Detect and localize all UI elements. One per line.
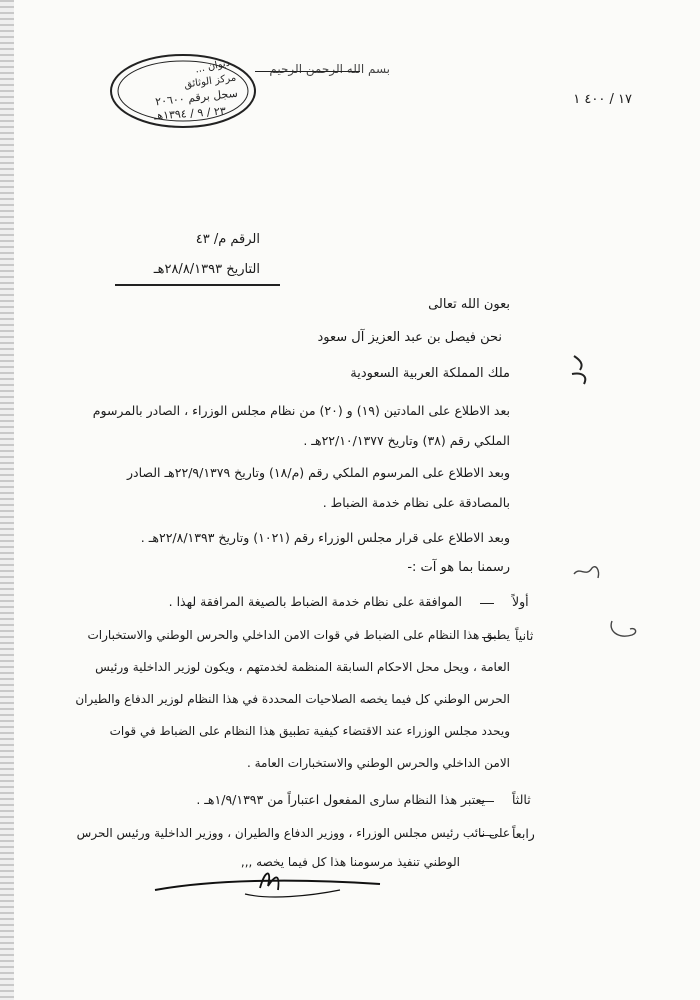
scan-edge (0, 0, 14, 1000)
document-date: التاريخ ٢٨/٨/١٣٩٣هـ (153, 262, 260, 277)
preamble-3: وبعد الاطلاع على قرار مجلس الوزراء رقم (١٠٢١) وتاريخ ٢٢/٨/١٣٩٣هـ . (140, 530, 510, 545)
article-4-label: رابعاً (512, 826, 535, 841)
article-3-text: يعتبر هذا النظام سارى المفعول اعتباراً من ١/٩/١٣٩٣هـ . (196, 792, 485, 807)
date-underline (115, 284, 280, 286)
basmala-kashida (255, 71, 360, 72)
article-2-line-4: ويحدد مجلس الوزراء عند الاقتضاء كيفية تطبيق هذا النظام على الضباط في قوات (109, 724, 510, 738)
preamble-1-line-1: بعد الاطلاع على المادتين (١٩) و (٢٠) من نظام مجلس الوزراء ، الصادر بالمرسوم (92, 403, 510, 418)
article-4-line-1: على نائب رئيس مجلس الوزراء ، ووزير الدفاع والطيران ، ووزير الداخلية ورئيس الحرس (76, 826, 510, 840)
article-1-label: أولاً (512, 594, 529, 609)
margin-mark-icon (604, 615, 644, 645)
invocation: بعون الله تعالى (428, 297, 510, 312)
article-1-text: الموافقة على نظام خدمة الضباط بالصيغة المرافقة لهذا . (168, 594, 462, 609)
article-2-label: ثانياً (515, 628, 534, 643)
article-2-line-1: يطبق هذا النظام على الضباط في قوات الامن الداخلي والحرس الوطني والاستخبارات (87, 628, 510, 642)
stamp-line-4: ٢٣ / ٩ / ١٣٩٤هـ (153, 104, 227, 123)
preamble-1-line-2: الملكي رقم (٣٨) وتاريخ ٢٢/١٠/١٣٧٧هـ . (303, 433, 510, 448)
king-title: ملك المملكة العربية السعودية (350, 366, 510, 381)
article-3-label: ثالثاً (512, 792, 531, 807)
basmala: بسم الله الرحمن الرحيم (269, 62, 390, 76)
document-number: الرقم م/ ٤٣ (195, 232, 260, 247)
decree-heading: رسمنا بما هو آت :- (407, 560, 510, 575)
article-2-line-2: العامة ، ويحل محل الاحكام السابقة المنظمة لخدمتهم ، ويكون لوزير الداخلية ورئيس (95, 660, 510, 674)
preamble-2-line-2: بالمصادقة على نظام خدمة الضباط . (322, 495, 510, 510)
registry-stamp (108, 52, 258, 130)
margin-mark-icon (566, 350, 606, 390)
article-1-dash (480, 603, 494, 604)
article-2-line-5: الامن الداخلي والحرس الوطني والاستخبارات العامة . (246, 756, 510, 770)
stamp-line-2: مركز الوثائق (183, 72, 237, 91)
signature-icon (150, 860, 410, 910)
article-2-line-3: الحرس الوطني كل فيما يخصه الصلاحيات المحددة في هذا النظام لوزير الدفاع والطيران (75, 692, 510, 706)
stamp-line-1: ديوان ... (193, 57, 231, 76)
preamble-2-line-1: وبعد الاطلاع على المرسوم الملكي رقم (م/١٨) وتاريخ ٢٢/٩/١٣٧٩هـ الصادر (127, 465, 510, 480)
king-name: نحن فيصل بن عبد العزيز آل سعود (317, 330, 502, 345)
margin-mark-icon (568, 560, 608, 590)
article-4-line-2: الوطني تنفيذ مرسومنا هذا كل فيما يخصه ,,, (240, 855, 460, 869)
reference-note: ١٧ / ٤٠٠ ١ (573, 92, 632, 107)
stamp-line-3: سجل برقم ٢٠٦٠٠ (154, 86, 239, 109)
